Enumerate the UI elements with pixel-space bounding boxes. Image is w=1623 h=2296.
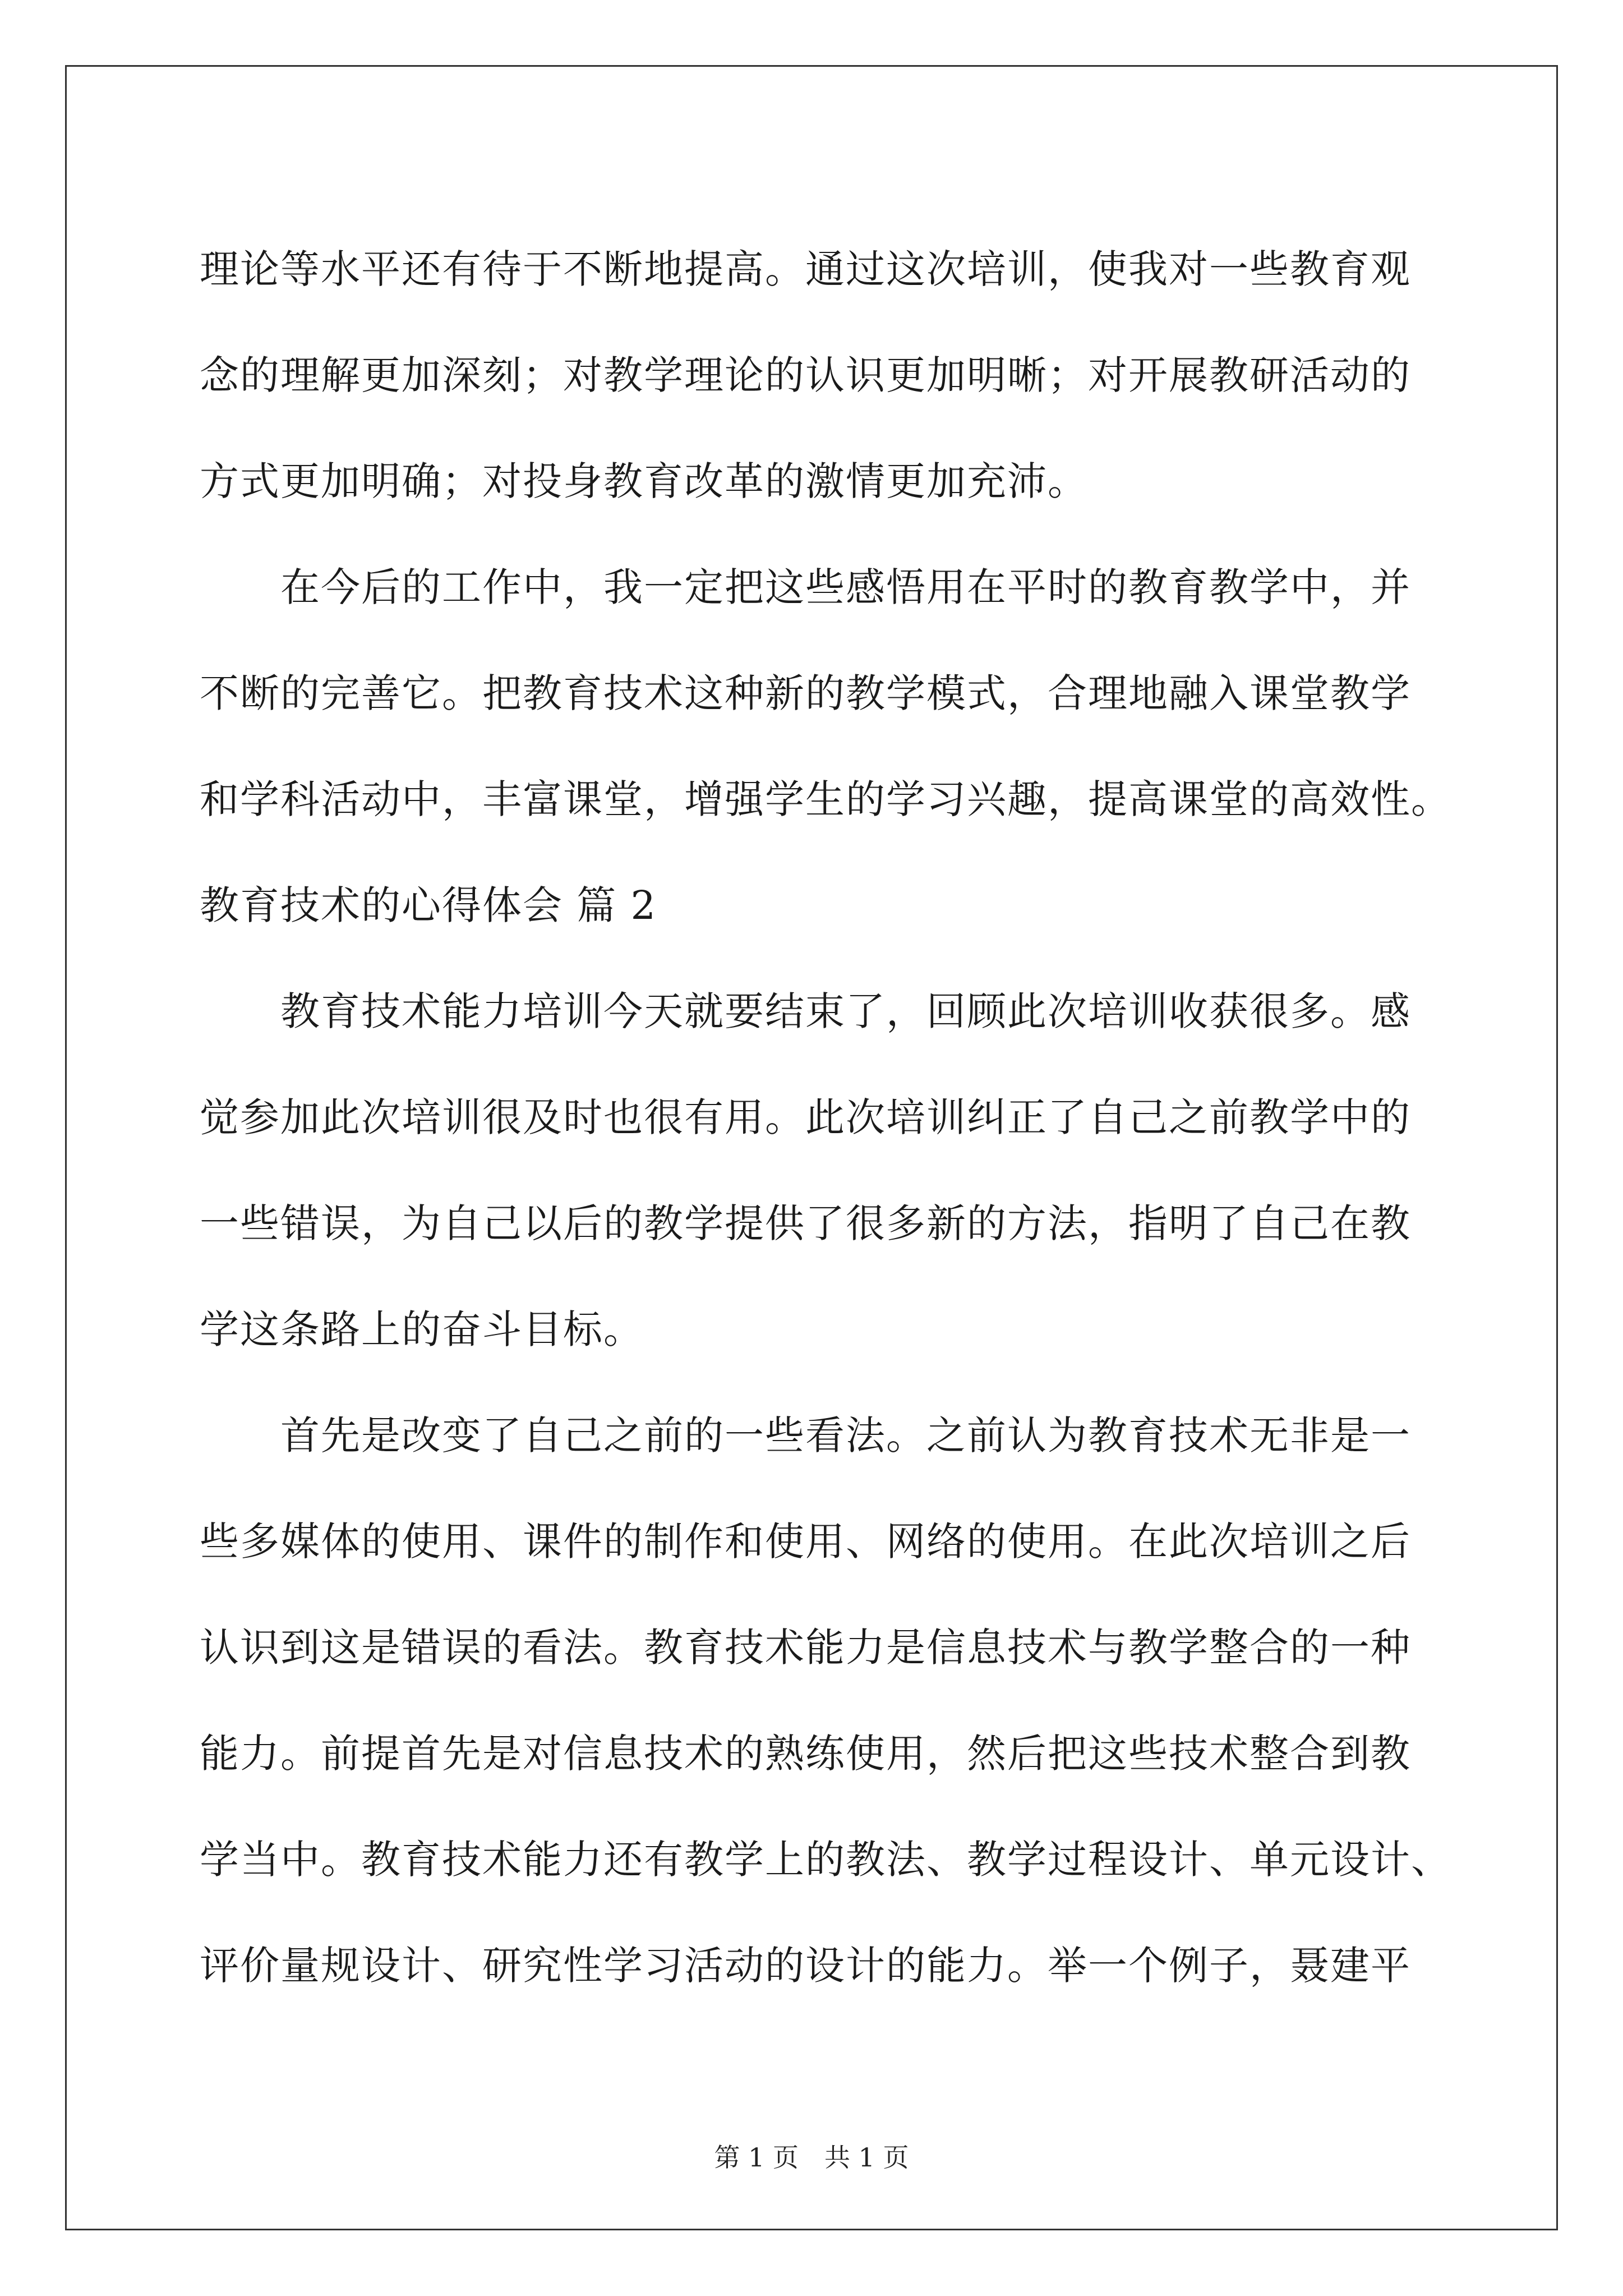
text-line: 不断的完善它。把教育技术这种新的教学模式，合理地融入课堂教学 [200,670,1411,716]
text-line: 和学科活动中，丰富课堂，增强学生的学习兴趣，提高课堂的高效性。 [200,776,1451,822]
text-line: 些多媒体的使用、课件的制作和使用、网络的使用。在此次培训之后 [200,1519,1411,1565]
paragraph-start-line: 教育技术能力培训今天就要结束了，回顾此次培训收获很多。感 [280,988,1411,1034]
text-line: 方式更加明确；对投身教育改革的激情更加充沛。 [200,458,1088,504]
text-line: 觉参加此次培训很及时也很有用。此次培训纠正了自己之前教学中的 [200,1094,1411,1140]
paragraph-start-line: 首先是改变了自己之前的一些看法。之前认为教育技术无非是一 [280,1412,1411,1458]
text-line: 念的理解更加深刻；对教学理论的认识更加明晰；对开展教研活动的 [200,352,1411,398]
page-footer: 第 1 页 共 1 页 [714,2142,909,2173]
section-heading: 教育技术的心得体会 篇 2 [200,882,657,928]
paragraph-start-line: 在今后的工作中，我一定把这些感悟用在平时的教育教学中，并 [280,564,1411,610]
text-line: 一些错误，为自己以后的教学提供了很多新的方法，指明了自己在教 [200,1200,1411,1246]
text-line: 能力。前提首先是对信息技术的熟练使用，然后把这些技术整合到教 [200,1731,1411,1777]
text-line: 学这条路上的奋斗目标。 [200,1306,644,1352]
text-line: 学当中。教育技术能力还有教学上的教法、教学过程设计、单元设计、 [200,1837,1451,1883]
text-line: 认识到这是错误的看法。教育技术能力是信息技术与教学整合的一种 [200,1625,1411,1671]
text-line: 理论等水平还有待于不断地提高。通过这次培训，使我对一些教育观 [200,246,1411,292]
text-line: 评价量规设计、研究性学习活动的设计的能力。举一个例子，聂建平 [200,1943,1411,1989]
document-body [200,213,1451,2016]
